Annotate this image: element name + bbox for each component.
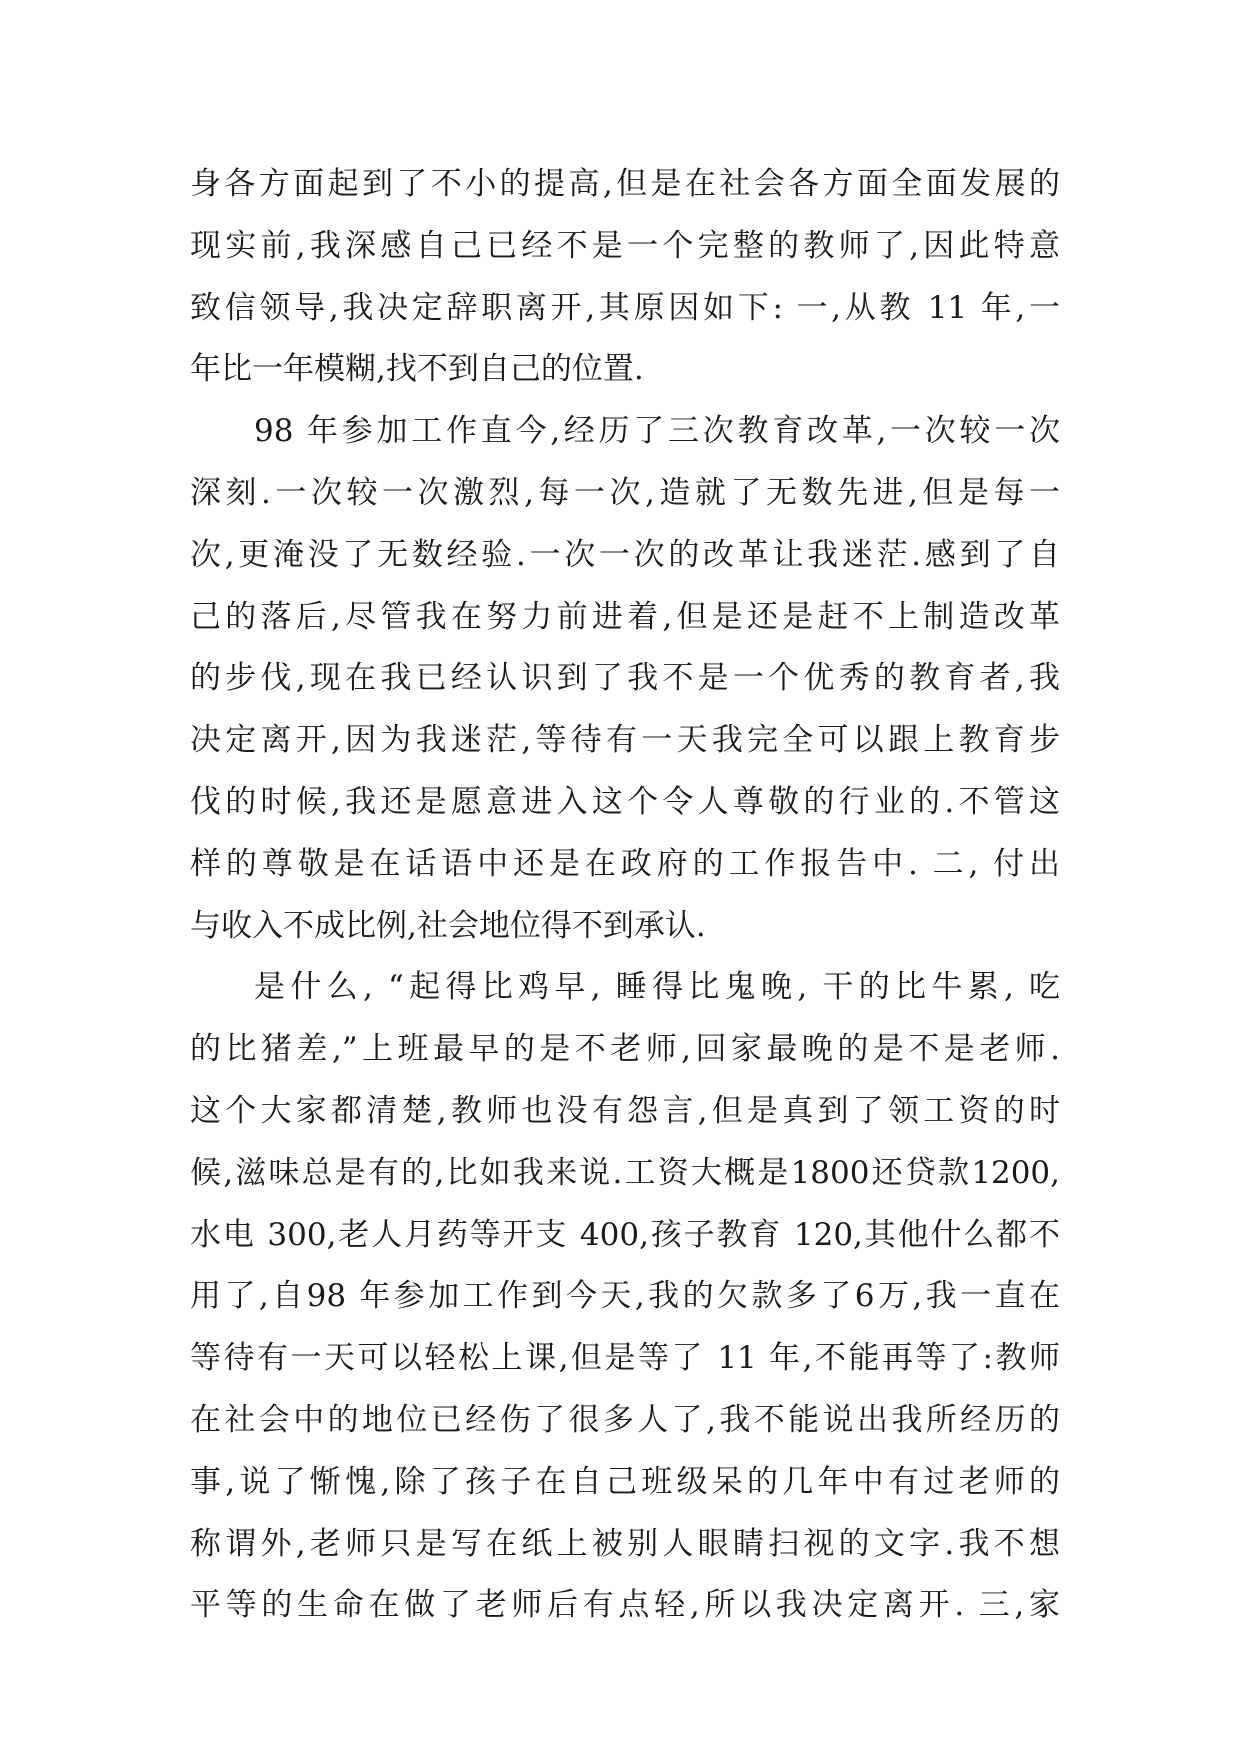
text-line: 候,滋味总是有的,比如我来说.工资大概是1800还贷款1200, xyxy=(190,1154,1060,1191)
text-line: 决定离开,因为我迷茫,等待有一天我完全可以跟上教育步 xyxy=(190,722,1060,759)
text-line: 用了,自98 年参加工作到今天,我的欠款多了6万,我一直在 xyxy=(190,1278,1060,1315)
text-line: 是什么, “起得比鸡早, 睡得比鬼晚, 干的比牛累, 吃 xyxy=(254,969,1060,1006)
text-line: 与收入不成比例,社会地位得不到承认. xyxy=(190,907,706,944)
text-line: 在社会中的地位已经伤了很多人了,我不能说出我所经历的 xyxy=(190,1401,1060,1438)
text-line: 年比一年模糊,找不到自己的位置. xyxy=(190,351,644,388)
text-line: 平等的生命在做了老师后有点轻,所以我决定离开. 三,家 xyxy=(190,1587,1060,1624)
text-line: 水电 300,老人月药等开支 400,孩子教育 120,其他什么都不 xyxy=(190,1216,1060,1253)
text-line: 事,说了惭愧,除了孩子在自己班级呆的几年中有过老师的 xyxy=(190,1463,1060,1500)
text-line: 等待有一天可以轻松上课,但是等了 11 年,不能再等了:教师 xyxy=(190,1340,1060,1377)
text-line: 次,更淹没了无数经验.一次一次的改革让我迷茫.感到了自 xyxy=(190,536,1060,573)
document-body xyxy=(190,154,1060,1637)
text-line: 身各方面起到了不小的提高,但是在社会各方面全面发展的 xyxy=(190,166,1060,202)
text-line: 的比猪差,”上班最早的是不老师,回家最晚的是不是老师. xyxy=(190,1031,1060,1068)
text-line: 致信领导,我决定辞职离开,其原因如下: 一,从教 11 年,一 xyxy=(190,289,1060,326)
text-line: 己的落后,尽管我在努力前进着,但是还是赶不上制造改革 xyxy=(190,598,1060,635)
text-line: 的步伐,现在我已经认识到了我不是一个优秀的教育者,我 xyxy=(190,660,1060,697)
text-line: 98 年参加工作直今,经历了三次教育改革,一次较一次 xyxy=(254,413,1060,450)
text-line: 称谓外,老师只是写在纸上被别人眼睛扫视的文字.我不想 xyxy=(190,1525,1060,1562)
text-line: 深刻.一次较一次激烈,每一次,造就了无数先进,但是每一 xyxy=(190,474,1060,511)
text-line: 样的尊敬是在话语中还是在政府的工作报告中. 二, 付出 xyxy=(190,845,1060,882)
text-line: 现实前,我深感自己已经不是一个完整的教师了,因此特意 xyxy=(190,227,1060,264)
text-line: 这个大家都清楚,教师也没有怨言,但是真到了领工资的时 xyxy=(190,1092,1060,1129)
text-line: 伐的时候,我还是愿意进入这个令人尊敬的行业的.不管这 xyxy=(190,783,1060,820)
